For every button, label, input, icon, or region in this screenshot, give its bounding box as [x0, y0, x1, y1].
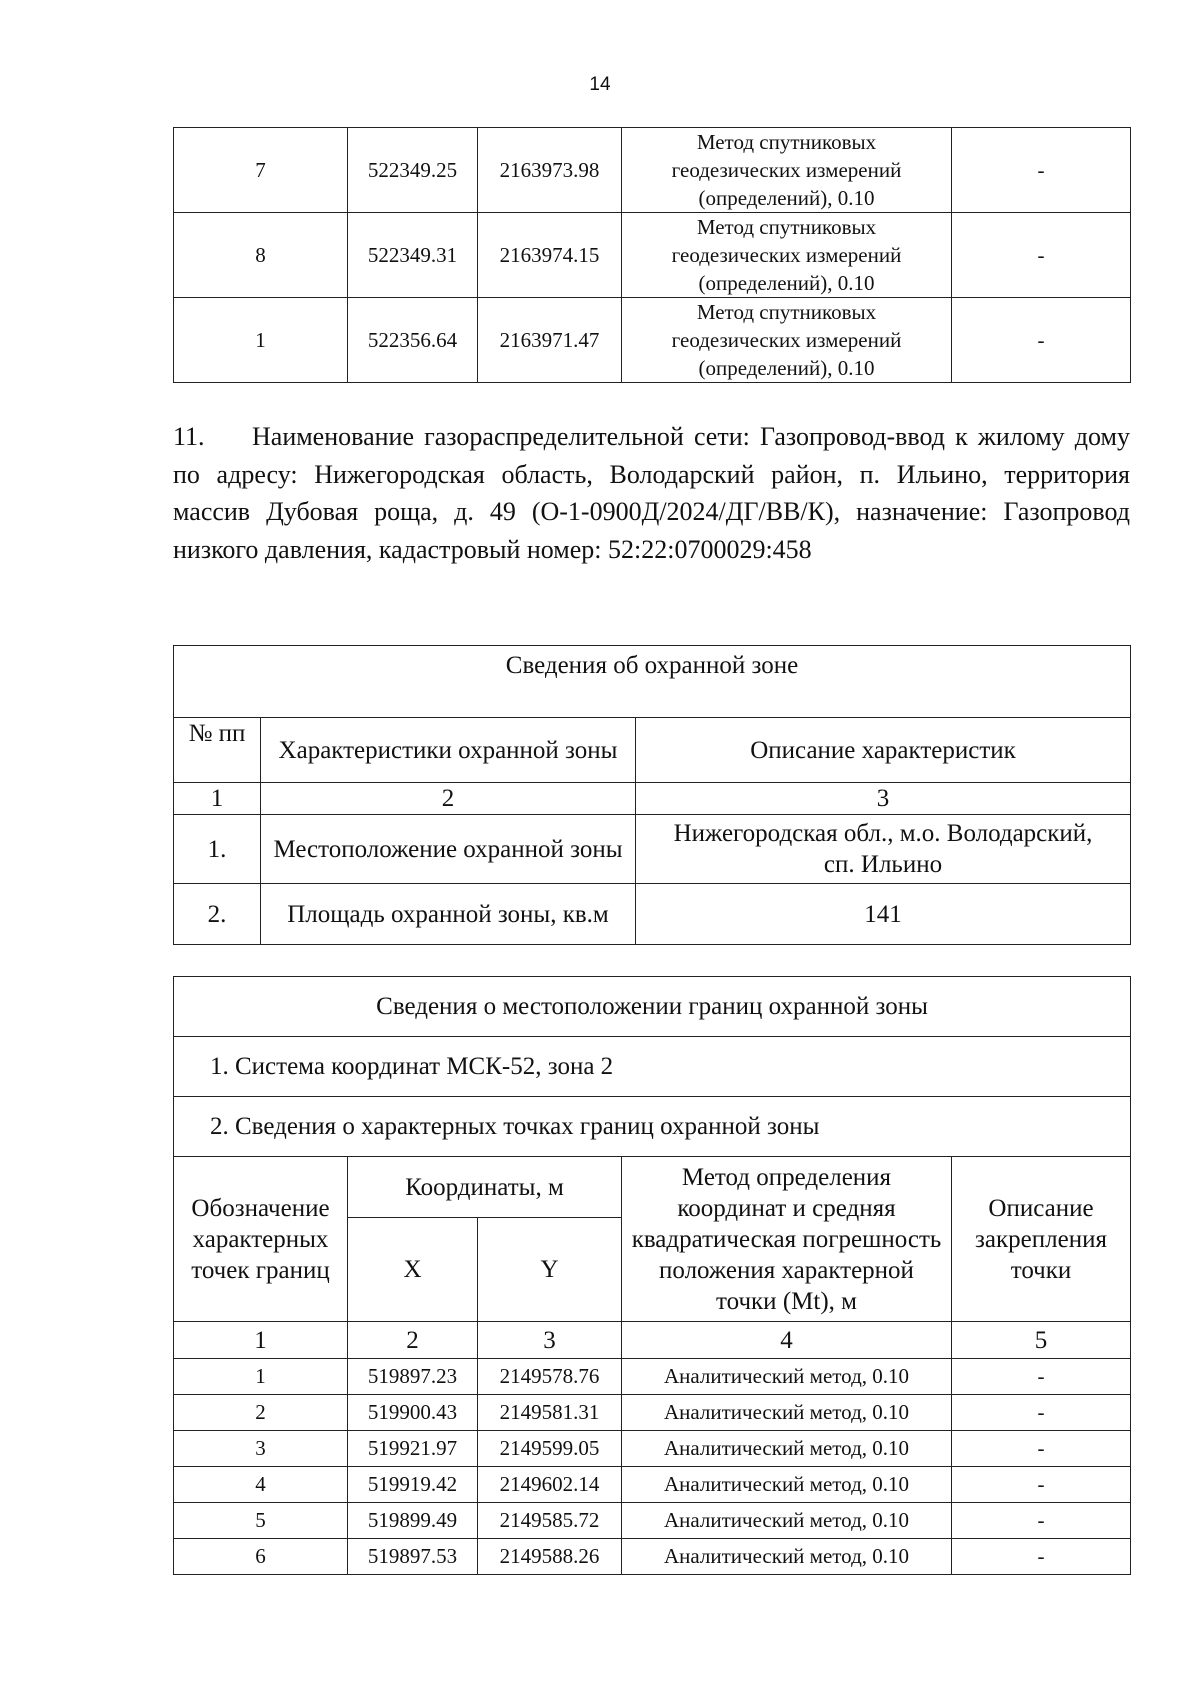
point-description: -	[952, 1467, 1131, 1503]
method-cell: Аналитический метод, 0.10	[622, 1539, 952, 1575]
table-row	[174, 1359, 1131, 1395]
page-number: 14	[589, 74, 611, 95]
point-description: -	[952, 298, 1131, 383]
coord-x: 519921.97	[348, 1431, 478, 1467]
column-header: Описание характеристик	[636, 718, 1131, 783]
column-index: 1	[174, 1322, 348, 1359]
characteristic-value: 141	[636, 884, 1131, 945]
column-index: 3	[478, 1322, 622, 1359]
column-index: 4	[622, 1322, 952, 1359]
section-number: 11.	[173, 422, 205, 451]
column-index: 5	[952, 1322, 1131, 1359]
method-line: (определений), 0.10	[698, 271, 875, 295]
method-line: Метод спутниковых	[696, 300, 877, 324]
coord-y: 2149585.72	[478, 1503, 622, 1539]
row-number: 1.	[174, 815, 261, 884]
point-description: -	[952, 1539, 1131, 1575]
column-header: Характеристики охранной зоны	[261, 718, 636, 783]
table-row	[174, 1431, 1131, 1467]
column-index: 3	[636, 783, 1131, 815]
point-number: 1	[174, 298, 348, 383]
table-row	[174, 815, 1131, 884]
method-cell: Аналитический метод, 0.10	[622, 1503, 952, 1539]
point-number: 2	[174, 1395, 348, 1431]
coord-y: 2149602.14	[478, 1467, 622, 1503]
coord-x: 522349.25	[348, 128, 478, 213]
column-header: Обозначение характерных точек границ	[174, 1157, 348, 1322]
point-number: 6	[174, 1539, 348, 1575]
point-number: 4	[174, 1467, 348, 1503]
table-row	[174, 213, 1131, 298]
coord-x: 519900.43	[348, 1395, 478, 1431]
coord-y: 2149581.31	[478, 1395, 622, 1431]
value-line: Нижегородская обл., м.о. Володарский,	[673, 820, 1093, 847]
characteristic-name: Местоположение охранной зоны	[261, 815, 636, 884]
table-row	[174, 1539, 1131, 1575]
point-number: 8	[174, 213, 348, 298]
column-header: Y	[478, 1218, 622, 1322]
zone-boundaries-table	[173, 976, 1131, 1575]
column-header: Описание закрепления точки	[952, 1157, 1131, 1322]
method-line: (определений), 0.10	[698, 186, 875, 210]
method-line: геодезических измерений	[671, 328, 902, 352]
coord-y: 2163971.47	[478, 298, 622, 383]
point-description: -	[952, 1431, 1131, 1467]
points-section-title: 2. Сведения о характерных точках границ охранной зоны	[174, 1097, 1131, 1157]
point-description: -	[952, 1395, 1131, 1431]
table-row	[174, 884, 1131, 945]
coord-x: 519899.49	[348, 1503, 478, 1539]
table-row	[174, 1467, 1131, 1503]
coordinates-table-continued	[173, 127, 1131, 383]
column-index: 2	[261, 783, 636, 815]
method-cell	[622, 298, 952, 383]
row-number: 2.	[174, 884, 261, 945]
characteristic-name: Площадь охранной зоны, кв.м	[261, 884, 636, 945]
table-row	[174, 128, 1131, 213]
coord-y: 2163973.98	[478, 128, 622, 213]
table-row	[174, 1503, 1131, 1539]
point-number: 7	[174, 128, 348, 213]
section-paragraph	[173, 418, 1130, 568]
table-title: Сведения о местоположении границ охранной зоны	[174, 977, 1131, 1037]
value-line: сп. Ильино	[823, 851, 943, 878]
coord-x: 522349.31	[348, 213, 478, 298]
section-text: Наименование газораспределительной сети: Газопровод-ввод к жилому дому по адресу: Нижегородская область, Володарский район, п. Ильино, территория массив Дубовая роща, д. 49 (О-1-0900Д/2024/ДГ/ВВ/К), назначение: Газопровод низкого давления, кадастровый номер: 52:22:0700029:458	[173, 422, 1130, 564]
table-title: Сведения об охранной зоне	[174, 646, 1131, 718]
column-header: № пп	[174, 718, 261, 783]
coord-y: 2149599.05	[478, 1431, 622, 1467]
method-line: Метод спутниковых	[696, 130, 877, 154]
point-description: -	[952, 1359, 1131, 1395]
column-header: Метод определения координат и средняя квадратическая погрешность положения характерной точки (Mt), м	[622, 1157, 952, 1322]
coord-x: 519897.23	[348, 1359, 478, 1395]
coord-x: 522356.64	[348, 298, 478, 383]
coord-x: 519919.42	[348, 1467, 478, 1503]
point-description: -	[952, 128, 1131, 213]
method-cell: Аналитический метод, 0.10	[622, 1359, 952, 1395]
characteristic-value	[636, 815, 1131, 884]
method-cell	[622, 128, 952, 213]
table-row	[174, 1395, 1131, 1431]
method-line: геодезических измерений	[671, 158, 902, 182]
table-row	[174, 298, 1131, 383]
point-number: 3	[174, 1431, 348, 1467]
column-index: 1	[174, 783, 261, 815]
method-cell: Аналитический метод, 0.10	[622, 1395, 952, 1431]
column-header: Координаты, м	[348, 1157, 622, 1218]
coord-x: 519897.53	[348, 1539, 478, 1575]
method-cell	[622, 213, 952, 298]
coordinate-system: 1. Система координат МСК-52, зона 2	[174, 1037, 1131, 1097]
protection-zone-table	[173, 645, 1131, 945]
point-number: 1	[174, 1359, 348, 1395]
coord-y: 2163974.15	[478, 213, 622, 298]
column-index: 2	[348, 1322, 478, 1359]
column-header: X	[348, 1218, 478, 1322]
method-line: (определений), 0.10	[698, 356, 875, 380]
point-description: -	[952, 213, 1131, 298]
method-cell: Аналитический метод, 0.10	[622, 1431, 952, 1467]
coord-y: 2149588.26	[478, 1539, 622, 1575]
method-line: геодезических измерений	[671, 243, 902, 267]
method-line: Метод спутниковых	[696, 215, 877, 239]
method-cell: Аналитический метод, 0.10	[622, 1467, 952, 1503]
point-number: 5	[174, 1503, 348, 1539]
coord-y: 2149578.76	[478, 1359, 622, 1395]
point-description: -	[952, 1503, 1131, 1539]
